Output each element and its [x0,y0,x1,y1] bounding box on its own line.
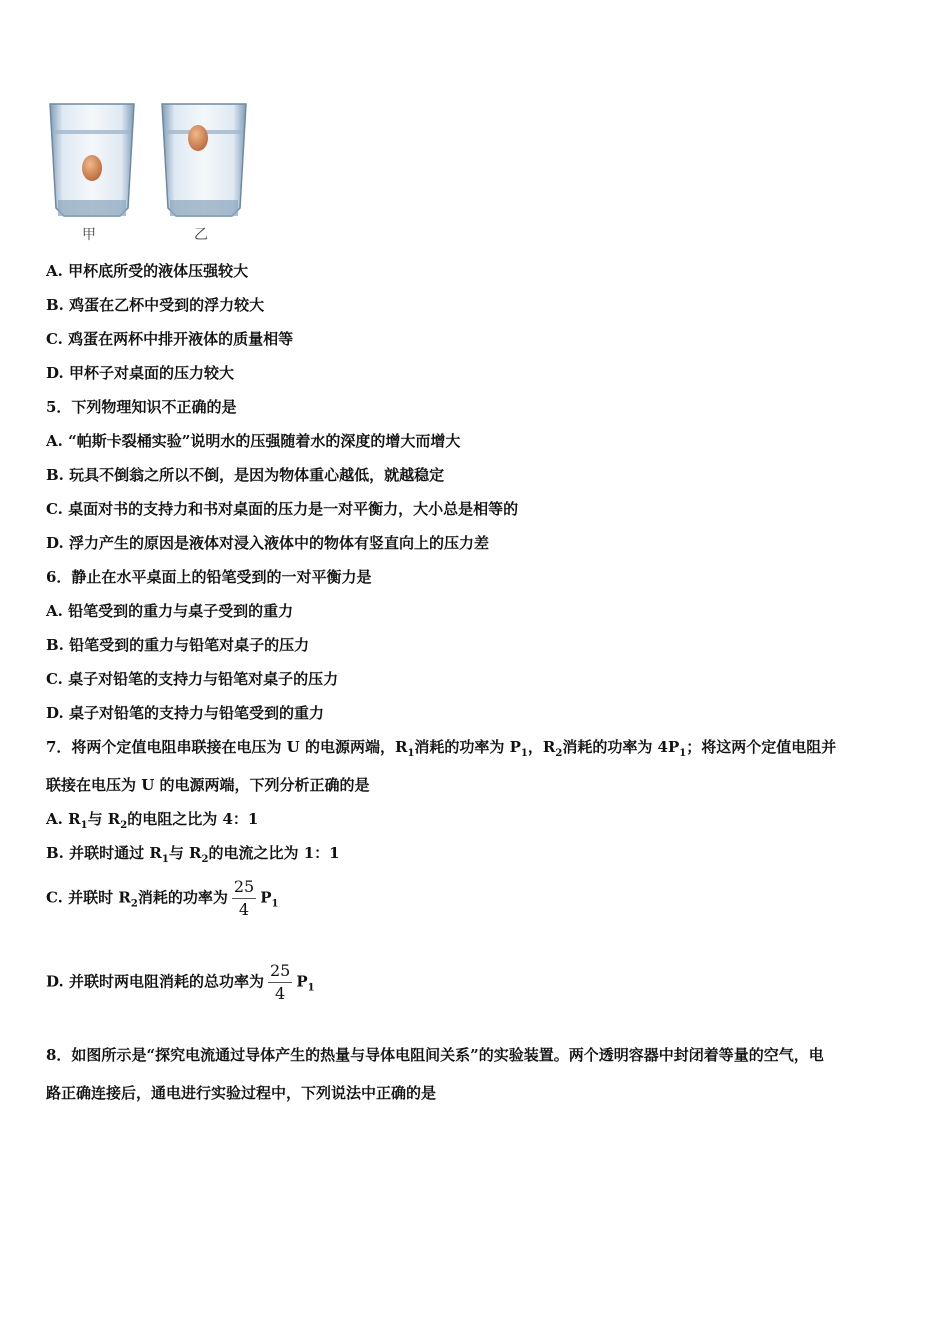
q6-option-d: D. 桌子对铅笔的支持力与铅笔受到的重力 [46,704,324,722]
caption-yi: 乙 [194,227,208,243]
glasses-figure [46,100,256,245]
caption-jia: 甲 [82,227,96,243]
q5-option-c: C. 桌面对书的支持力和书对桌面的压力是一对平衡力，大小总是相等的 [46,500,519,518]
q5-stem: 5．下列物理知识不正确的是 [46,398,237,416]
q8-stem-line2: 路正确连接后，通电进行实验过程中，下列说法中正确的是 [46,1084,437,1102]
q5-option-b: B. 玩具不倒翁之所以不倒，是因为物体重心越低，就越稳定 [46,466,445,484]
q5-option-d: D. 浮力产生的原因是液体对浸入液体中的物体有竖直向上的压力差 [46,534,489,552]
glass-yi [162,104,246,216]
q4-option-c: C. 鸡蛋在两杯中排开液体的质量相等 [46,330,294,348]
glass-jia [50,104,134,216]
q7-option-d: D. 并联时两电阻消耗的总功率为 $\frac{25}{4}$ $P_1$ [46,961,315,1003]
q6-option-c: C. 桌子对铅笔的支持力与铅笔对桌子的压力 [46,670,339,688]
q7-stem-line2: 联接在电压为 U 的电源两端，下列分析正确的是 [46,776,370,794]
fraction-25-4: $\frac{25}{4}$ [233,877,255,919]
q4-option-b: B. 鸡蛋在乙杯中受到的浮力较大 [46,296,265,314]
q6-option-a: A. 铅笔受到的重力与桌子受到的重力 [46,602,294,620]
q8-stem-line1: 8．如图所示是“探究电流通过导体产生的热量与导体电阻间关系”的实验装置。两个透明容器中封闭着等量的空气，电 [46,1046,824,1064]
q4-option-d: D. 甲杯子对桌面的压力较大 [46,364,234,382]
egg-floating [188,125,208,151]
glasses-illustration [46,100,256,225]
q4-option-a: A. 甲杯底所受的液体压强较大 [46,262,249,280]
fraction-25-4: $\frac{25}{4}$ [269,961,291,1003]
q6-option-b: B. 铅笔受到的重力与铅笔对桌子的压力 [46,636,310,654]
q7-option-c: C. 并联时 $R_2$消耗的功率为 $\frac{25}{4}$ $P_1$ [46,877,279,919]
egg-sinking [82,155,102,181]
q6-stem: 6．静止在水平桌面上的铅笔受到的一对平衡力是 [46,568,372,586]
q7-option-a: A. $R_1$与 $R_2$的电阻之比为 4：1 [46,810,259,831]
q7-option-b: B. 并联时通过 $R_1$与 $R_2$的电流之比为 1：1 [46,844,340,865]
q7-stem-line1: 7．将两个定值电阻串联接在电压为 U 的电源两端，$R_1$消耗的功率为 $P_1$，$R_2$消耗的功率为 $4P_1$；将这两个定值电阻并 [46,738,837,759]
q5-option-a: A. “帕斯卡裂桶实验”说明水的压强随着水的深度的增大而增大 [46,432,461,450]
